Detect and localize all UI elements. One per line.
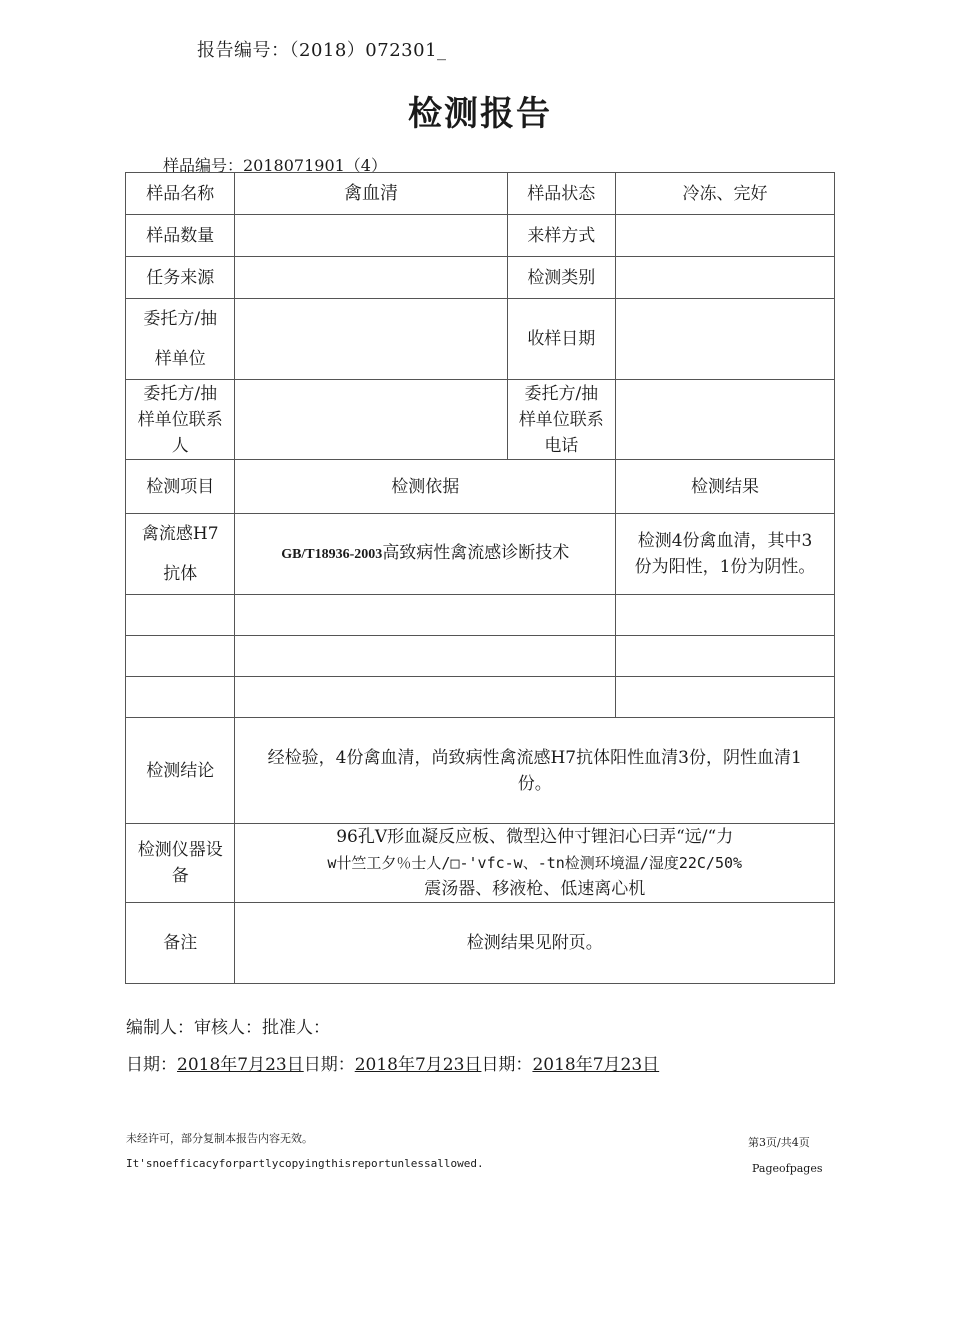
- client-contact-value: [235, 380, 507, 460]
- instrument-text: [235, 824, 835, 903]
- standard-title: 高致病性禽流感诊断技术: [382, 543, 570, 563]
- instrument-line: [241, 850, 828, 876]
- col-header-basis: 检测依据: [235, 460, 616, 514]
- sample-name-label: 样品名称: [126, 173, 235, 215]
- standard-code: GB/T18936-2003: [281, 547, 383, 562]
- page-number-en: Pageofpages: [752, 1162, 823, 1175]
- client-contact-label: [126, 380, 235, 460]
- label-line: 委托方/抽: [143, 383, 218, 404]
- table-header-row: [126, 460, 835, 514]
- label-line: 委托方/抽: [143, 309, 218, 329]
- remark-label: 备注: [126, 903, 235, 984]
- report-number: 报告编号：（2018）072301_: [197, 40, 447, 61]
- empty-cell: [235, 595, 616, 636]
- date-label: 日期：: [126, 1055, 177, 1075]
- item-line: 抗体: [163, 564, 198, 584]
- client-phone-value: [616, 380, 835, 460]
- footer-notice-cn: 未经许可，部分复制本报告内容无效。: [126, 1132, 313, 1145]
- label-line: 电话: [544, 435, 579, 456]
- empty-cell: [616, 595, 835, 636]
- instrument-line-text: w卄竺工夕％士人/□-'vfc-w、-tn检测环境温/湿度22C/50%: [327, 854, 743, 872]
- client-phone-label: [507, 380, 615, 460]
- table-row: [126, 718, 835, 824]
- table-row: [126, 824, 835, 903]
- sample-state-value: 冷冻、完好: [616, 173, 835, 215]
- sample-state-label: 样品状态: [507, 173, 615, 215]
- empty-cell: [235, 677, 616, 718]
- client-unit-label: [126, 299, 235, 380]
- sampling-method-label: 来样方式: [507, 215, 615, 257]
- table-row: [126, 595, 835, 636]
- task-source-value: [235, 257, 507, 299]
- empty-cell: [126, 677, 235, 718]
- conclusion-text: [235, 718, 835, 824]
- label-line: 样单位联系: [518, 409, 604, 430]
- empty-cell: [235, 636, 616, 677]
- report-table: [125, 172, 835, 984]
- page-number-cn: 第3页/共4页: [748, 1136, 810, 1149]
- remark-text: 检测结果见附页。: [235, 903, 835, 984]
- result-line: 检测4份禽血清，其中3: [637, 531, 813, 551]
- label-line: 样单位: [154, 349, 206, 369]
- col-header-result: 检测结果: [616, 460, 835, 514]
- conclusion-line: 份。: [517, 773, 552, 794]
- empty-cell: [126, 595, 235, 636]
- date-value: 2018年7月23日: [177, 1055, 304, 1075]
- label-line: 人: [171, 435, 189, 456]
- receive-date-value: [616, 299, 835, 380]
- sample-name-value: 禽血清: [235, 173, 507, 215]
- date-value: 2018年7月23日: [354, 1055, 482, 1075]
- instrument-line: 震汤器、移液枪、低速离心机: [424, 879, 646, 899]
- empty-cell: [616, 677, 835, 718]
- page-title: 检测报告: [408, 94, 552, 134]
- task-source-label: 任务来源: [126, 257, 235, 299]
- date-label: 日期：: [481, 1055, 533, 1075]
- col-header-item: 检测项目: [126, 460, 235, 514]
- test-category-label: 检测类别: [507, 257, 615, 299]
- table-row: [126, 636, 835, 677]
- label-line: 备: [171, 866, 189, 886]
- empty-cell: [616, 636, 835, 677]
- result-line: 份为阳性，1份为阴性。: [634, 557, 816, 577]
- test-category-value: [616, 257, 835, 299]
- sampling-method-value: [616, 215, 835, 257]
- conclusion-line: 经检验，4份禽血清，尚致病性禽流感H7抗体阳性血清3份，阴性血清1: [267, 747, 802, 768]
- label-line: 样单位联系: [137, 409, 223, 430]
- table-row: [126, 514, 835, 595]
- test-item: [126, 514, 235, 595]
- date-label: 日期：: [303, 1055, 355, 1075]
- table-row: [126, 299, 835, 380]
- receive-date-label: 收样日期: [507, 299, 615, 380]
- table-row: [126, 257, 835, 299]
- sample-number: 样品编号：2018071901（4）: [163, 156, 387, 175]
- table-row: [126, 215, 835, 257]
- label-line: 委托方/抽: [524, 383, 599, 404]
- table-row: [126, 677, 835, 718]
- table-row: [126, 173, 835, 215]
- conclusion-label: 检测结论: [126, 718, 235, 824]
- date-value: 2018年7月23日: [532, 1055, 660, 1075]
- table-row: [126, 903, 835, 984]
- client-unit-value: [235, 299, 507, 380]
- sample-qty-label: 样品数量: [126, 215, 235, 257]
- test-basis: [235, 514, 616, 595]
- empty-cell: [126, 636, 235, 677]
- instrument-line: 96孔V形血凝反应板、微型込仲寸锂汩心曰弄“远/“力: [336, 827, 734, 847]
- footer-notice-en: It'snoefficacyforpartlycopyingthisreportunlessallowed.: [126, 1157, 484, 1170]
- test-result: [616, 514, 835, 595]
- sample-qty-value: [235, 215, 507, 257]
- instrument-label: [126, 824, 235, 903]
- table-row: [126, 380, 835, 460]
- signature-line: 编制人：审核人：批准人：: [126, 1018, 330, 1038]
- item-line: 禽流感H7: [141, 524, 219, 544]
- label-line: 检测仪器设: [137, 840, 223, 860]
- date-line: [126, 1050, 659, 1075]
